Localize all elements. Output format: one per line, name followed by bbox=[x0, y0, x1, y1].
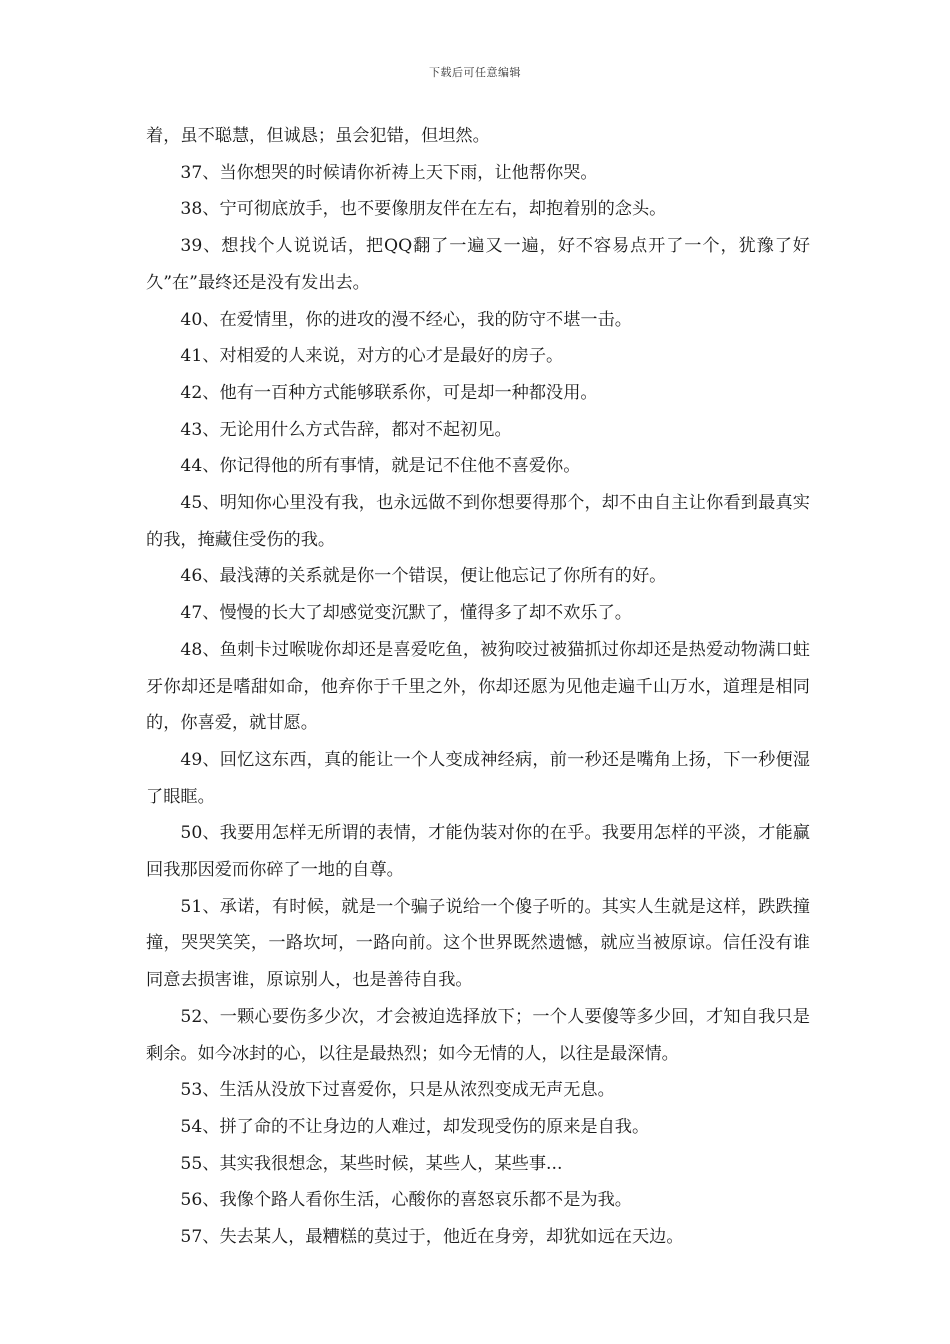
paragraph-43: 43、无论用什么方式告辞，都对不起初见。 bbox=[180, 419, 512, 440]
paragraph-54: 54、拼了命的不让身边的人难过，却发现受伤的原来是自我。 bbox=[180, 1116, 650, 1137]
paragraph-57: 57、失去某人，最糟糕的莫过于，他近在身旁，却犹如远在天边。 bbox=[180, 1227, 684, 1248]
paragraph-continuation: 着，虽不聪慧，但诚恳；虽会犯错，但坦然。 bbox=[146, 126, 490, 146]
paragraph-44: 44、你记得他的所有事情，就是记不住他不喜爱你。 bbox=[180, 456, 581, 477]
document-body bbox=[146, 118, 810, 1256]
paragraph-46: 46、最浅薄的关系就是你一个错误，便让他忘记了你所有的好。 bbox=[180, 566, 667, 587]
paragraph-51: 51、承诺，有时候，就是一个骗子说给一个傻子听的。其实人生就是这样，跌跌撞撞，哭哭笑笑，一路坎坷，一路向前。这个世界既然遗憾，就应当被原谅。信任没有谁同意去损害谁，原谅别人，也是善待自我。 bbox=[146, 896, 810, 991]
paragraph-45: 45、明知你心里没有我，也永远做不到你想要得那个，却不由自主让你看到最真实的我，掩藏住受伤的我。 bbox=[146, 493, 810, 550]
paragraph-37: 37、当你想哭的时候请你祈祷上天下雨，让他帮你哭。 bbox=[180, 162, 598, 183]
paragraph-52: 52、一颗心要伤多少次，才会被迫选择放下；一个人要傻等多少回，才知自我只是剩余。如今冰封的心，以往是最热烈；如今无情的人，以往是最深情。 bbox=[146, 1006, 810, 1064]
paragraph-53: 53、生活从没放下过喜爱你，只是从浓烈变成无声无息。 bbox=[180, 1080, 615, 1101]
paragraph-48: 48、鱼刺卡过喉咙你却还是喜爱吃鱼，被狗咬过被猫抓过你却还是热爱动物满口蛀牙你却还是嗜甜如命，他弃你于千里之外，你却还愿为见他走遍千山万水，道理是相同的，你喜爱，就甘愿。 bbox=[146, 639, 810, 734]
paragraph-41: 41、对相爱的人来说，对方的心才是最好的房子。 bbox=[180, 346, 564, 367]
paragraph-38: 38、宁可彻底放手，也不要像朋友伴在左右，却抱着别的念头。 bbox=[180, 199, 667, 220]
paragraph-49: 49、回忆这东西，真的能让一个人变成神经病，前一秒还是嘴角上扬，下一秒便湿了眼眶。 bbox=[146, 749, 810, 807]
paragraph-40: 40、在爱情里，你的进攻的漫不经心，我的防守不堪一击。 bbox=[180, 309, 632, 330]
paragraph-39: 39、想找个人说说话，把QQ翻了一遍又一遍，好不容易点开了一个，犹豫了好久”在”最终还是没有发出去。 bbox=[146, 236, 810, 293]
paragraph-47: 47、慢慢的长大了却感觉变沉默了，懂得多了却不欢乐了。 bbox=[180, 603, 632, 624]
paragraph-56: 56、我像个路人看你生活，心酸你的喜怒哀乐都不是为我。 bbox=[180, 1190, 632, 1211]
page-header: 下载后可任意编辑 bbox=[429, 66, 521, 79]
paragraph-42: 42、他有一百种方式能够联系你，可是却一种都没用。 bbox=[180, 382, 598, 403]
paragraph-55: 55、其实我很想念，某些时候，某些人，某些事... bbox=[180, 1153, 563, 1174]
paragraph-50: 50、我要用怎样无所谓的表情，才能伪装对你的在乎。我要用怎样的平淡，才能赢回我那因爱而你碎了一地的自尊。 bbox=[146, 823, 810, 881]
